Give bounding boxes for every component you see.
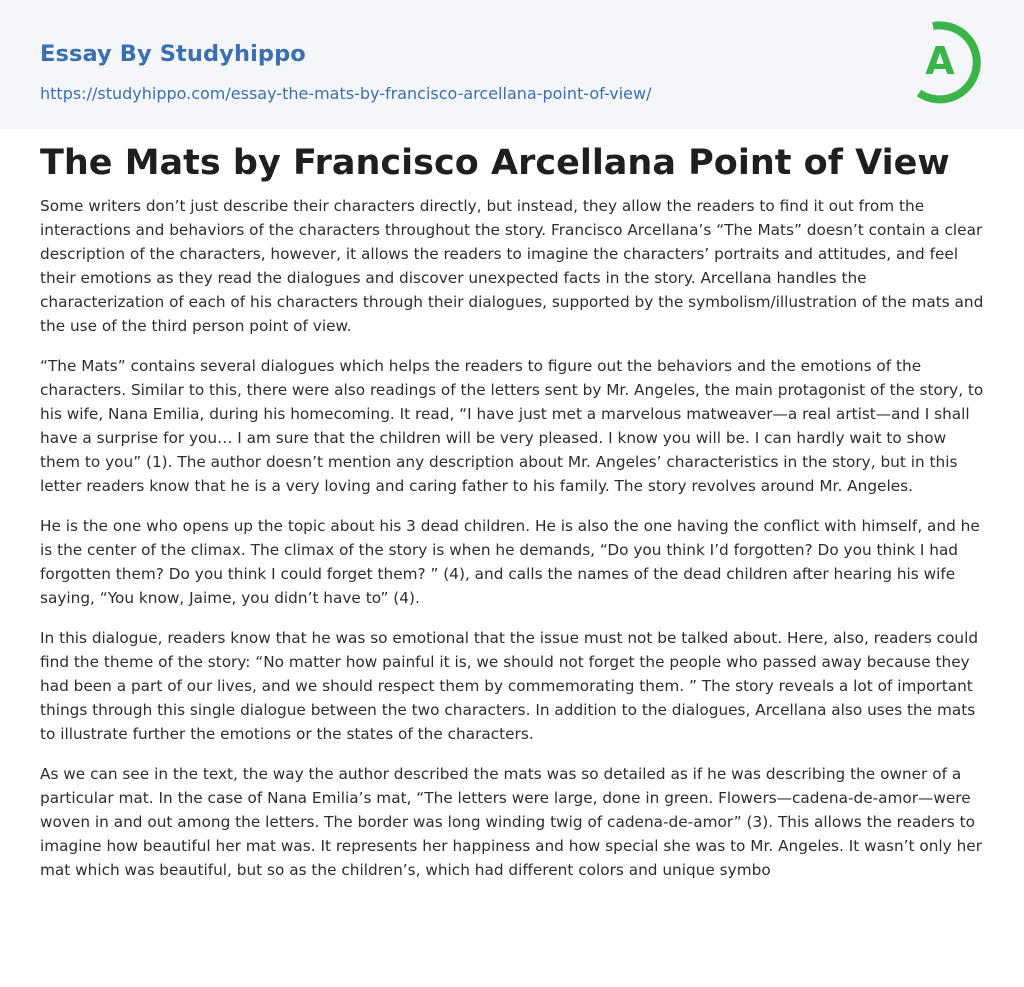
paragraph: Some writers don’t just describe their characters directly, but instead, they allow the readers to find it out from the interactions and behaviors of the characters throughout the story. Francisco Arcellana’s “The Mats” doesn’t contain a clear description of the characters, however, it allows the readers to imagine the characters’ portraits and attitudes, and feel their emotions as they read the dialogues and discover unexpected facts in the story. Arcellana handles the characterization of each of his characters through their dialogues, supported by the symbolism/illustration of the mats and the use of the third person point of view.	[40, 197, 984, 335]
studyhippo-logo-icon[interactable]	[907, 17, 991, 107]
paragraph: In this dialogue, readers know that he was so emotional that the issue must not be talked about. Here, also, readers could find the theme of the story: “No matter how painful it is, we should not forget the people who passed away because they had been a part of our lives, and we should respect them by commemorating them. ” The story reveals a lot of important things through this single dialogue between the two characters. In addition to the dialogues, Arcellana also uses the mats to illustrate further the emotions or the states of the characters.	[40, 629, 979, 743]
article-body	[40, 194, 986, 898]
site-header	[0, 0, 1024, 129]
paragraph: “The Mats” contains several dialogues which helps the readers to figure out the behaviors and the emotions of the characters. Similar to this, there were also readings of the letters sent by Mr. Angeles, the main protagonist of the story, to his wife, Nana Emilia, during his homecoming. It read, “I have just met a marvelous matweaver—a real artist—and I shall have a surprise for you… I am sure that the children will be very pleased. I know you will be. I can hardly wait to show them to you” (1). The author doesn’t mention any description about Mr. Angeles’ characteristics in the story, but in this letter readers know that he is a very loving and caring father to his family. The story revolves around Mr. Angeles.	[40, 357, 984, 495]
page-url-link[interactable]: https://studyhippo.com/essay-the-mats-by-francisco-arcellana-point-of-view/	[40, 84, 652, 103]
logo-letter: A	[925, 39, 955, 83]
page-title: The Mats by Francisco Arcellana Point of View	[40, 143, 950, 183]
paragraph: As we can see in the text, the way the author described the mats was so detailed as if he was describing the owner of a particular mat. In the case of Nana Emilia’s mat, “The letters were large, done in green. Flowers—cadena-de-amor—were woven in and out among the letters. The border was long winding twig of cadena-de-amor” (3). This allows the readers to imagine how beautiful her mat was. It represents her happiness and how special she was to Mr. Angeles. It wasn’t only her mat which was beautiful, but so as the children’s, which had different colors and unique symbo	[40, 765, 982, 879]
site-name[interactable]: Essay By Studyhippo	[40, 41, 306, 67]
paragraph: He is the one who opens up the topic about his 3 dead children. He is also the one having the conflict with himself, and he is the center of the climax. The climax of the story is when he demands, “Do you think I’d forgotten? Do you think I had forgotten them? Do you think I could forget them? ” (4), and calls the names of the dead children after hearing his wife saying, “You know, Jaime, you didn’t have to” (4).	[40, 517, 980, 607]
